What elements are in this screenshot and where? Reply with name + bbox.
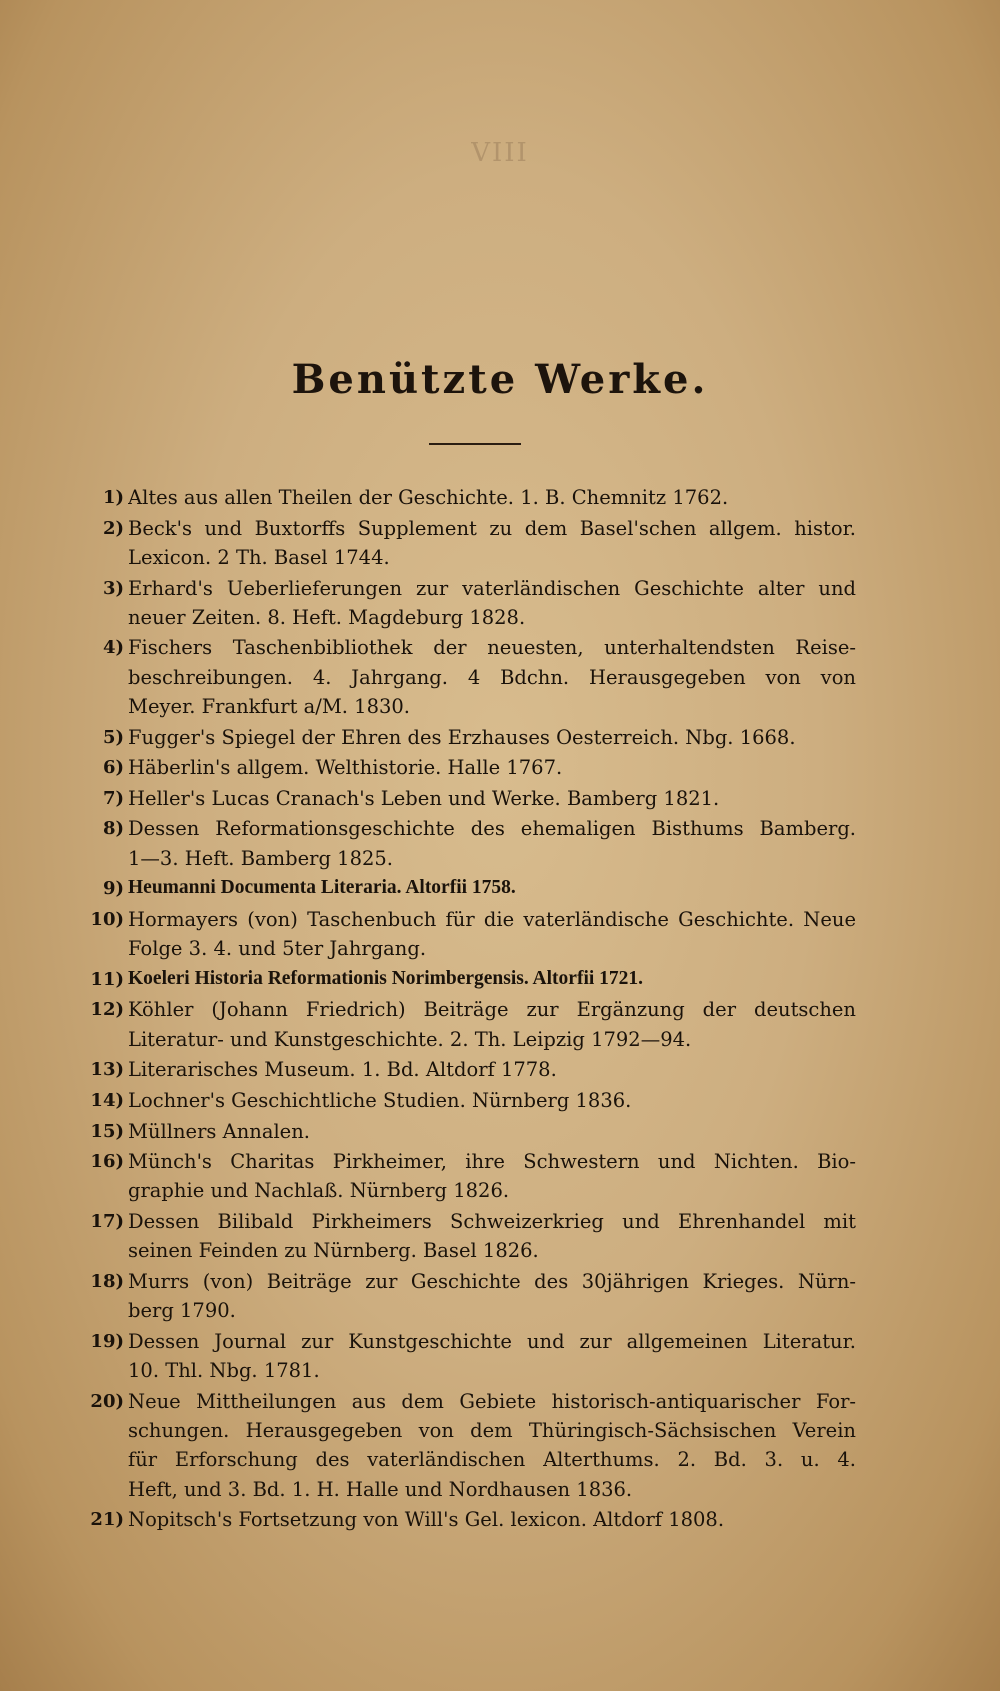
entry-text-line: Heller's Lucas Cranach's Leben und Werke. Bamberg 1821. xyxy=(128,786,720,810)
bibliography-entry xyxy=(0,908,1000,967)
entry-text-line: Meyer. Frankfurt a/M. 1830. xyxy=(128,694,411,718)
entry-number: 7) xyxy=(102,787,124,809)
entry-text-line: Beck's und Buxtorffs Supplement zu dem Basel'schen allgem. histor. xyxy=(128,516,856,540)
entry-number: 15) xyxy=(90,1120,124,1142)
entry-text-line: graphie und Nachlaß. Nürnberg 1826. xyxy=(128,1179,510,1203)
entry-number: 4) xyxy=(102,637,124,659)
entry-text-line: Münch's Charitas Pirkheimer, ihre Schwestern und Nichten. Bio- xyxy=(128,1150,856,1174)
entry-number: 9) xyxy=(102,878,124,900)
bibliography-entry xyxy=(0,1120,1000,1149)
entry-text-line: Folge 3. 4. und 5ter Jahrgang. xyxy=(128,937,427,961)
entry-number: 18) xyxy=(90,1270,124,1292)
entry-text-line: Murrs (von) Beiträge zur Geschichte des 30jährigen Krieges. Nürn- xyxy=(128,1269,856,1293)
entry-text-line: Hormayers (von) Taschenbuch für die vaterländische Geschichte. Neue xyxy=(128,907,856,931)
entry-text-line: schungen. Herausgegeben von dem Thüringisch-Sächsischen Verein xyxy=(128,1418,856,1442)
entry-number: 12) xyxy=(90,999,124,1021)
entry-text-line: neuer Zeiten. 8. Heft. Magdeburg 1828. xyxy=(128,605,526,629)
entry-number: 5) xyxy=(102,726,124,748)
bibliography-entry xyxy=(0,1270,1000,1329)
entry-number: 10) xyxy=(90,908,124,930)
entry-text-line: Lexicon. 2 Th. Basel 1744. xyxy=(128,545,390,569)
entry-text-line: Dessen Bilibald Pirkheimers Schweizerkrieg und Ehrenhandel mit xyxy=(128,1210,856,1233)
bibliography-entry xyxy=(0,1089,1000,1118)
bibliography-entry xyxy=(0,1390,1000,1507)
entry-text-line: Heumanni Documenta Literaria. Altorfii 1758. xyxy=(128,877,516,899)
bibliography-entry xyxy=(0,877,1000,906)
entry-text-line: Erhard's Ueberlieferungen zur vaterländischen Geschichte alter und xyxy=(128,576,856,600)
entry-number: 11) xyxy=(90,968,124,990)
bibliography-entry xyxy=(0,486,1000,515)
bibliography-entry xyxy=(0,998,1000,1057)
entry-number: 19) xyxy=(90,1330,124,1352)
bibliography-entry xyxy=(0,968,1000,997)
bibliography-entry xyxy=(0,1508,1000,1537)
entry-number: 1) xyxy=(102,487,124,508)
entry-number: 13) xyxy=(90,1059,124,1081)
entry-text-line: Heft, und 3. Bd. 1. H. Halle und Nordhausen 1836. xyxy=(128,1477,633,1501)
entry-number: 16) xyxy=(90,1151,124,1173)
entry-text-line: Lochner's Geschichtliche Studien. Nürnberg 1836. xyxy=(128,1088,632,1112)
bibliography-entry xyxy=(0,1058,1000,1087)
entry-number: 17) xyxy=(90,1211,124,1232)
entry-text-line: für Erforschung des vaterländischen Alterthums. 2. Bd. 3. u. 4. xyxy=(128,1448,856,1472)
title-rule xyxy=(429,443,521,445)
entry-number: 2) xyxy=(102,517,124,539)
bibliography-entry xyxy=(0,726,1000,755)
entry-text-line: berg 1790. xyxy=(128,1299,236,1323)
entry-text-line: seinen Feinden zu Nürnberg. Basel 1826. xyxy=(128,1239,539,1263)
page-title: Benützte Werke. xyxy=(291,356,709,403)
entry-text-line: Fugger's Spiegel der Ehren des Erzhauses Oesterreich. Nbg. 1668. xyxy=(128,725,796,749)
entry-text-line: Neue Mittheilungen aus dem Gebiete historisch-antiquarischer For- xyxy=(128,1389,856,1413)
bibliography-entry xyxy=(0,636,1000,724)
entry-text-line: Koeleri Historia Reformationis Norimbergensis. Altorfii 1721. xyxy=(128,967,644,989)
bibliography-entry xyxy=(0,517,1000,576)
entry-text-line: 1—3. Heft. Bamberg 1825. xyxy=(128,846,394,870)
entry-number: 8) xyxy=(102,818,124,840)
bibliography-entry xyxy=(0,577,1000,636)
entry-number: 20) xyxy=(90,1390,124,1412)
bibliography-entry xyxy=(0,1150,1000,1209)
entry-number: 3) xyxy=(102,577,124,599)
entry-text-line: Dessen Journal zur Kunstgeschichte und zur allgemeinen Literatur. xyxy=(128,1329,856,1353)
entry-text-line: Fischers Taschenbibliothek der neuesten, unterhaltendsten Reise- xyxy=(128,636,856,660)
entry-number: 21) xyxy=(90,1509,124,1531)
entry-text-line: Altes aus allen Theilen der Geschichte. 1. B. Chemnitz 1762. xyxy=(128,486,729,509)
entry-text-line: Müllners Annalen. xyxy=(128,1119,310,1143)
entry-text-line: 10. Thl. Nbg. 1781. xyxy=(128,1359,320,1383)
page-number: VIII xyxy=(471,138,529,168)
entry-text-line: Dessen Reformationsgeschichte des ehemaligen Bisthums Bamberg. xyxy=(128,817,856,841)
bibliography-entry xyxy=(0,817,1000,876)
bibliography-entry xyxy=(0,1330,1000,1389)
entry-text-line: Nopitsch's Fortsetzung von Will's Gel. lexicon. Altdorf 1808. xyxy=(128,1508,725,1532)
bibliography-entry xyxy=(0,756,1000,785)
bibliography-entry xyxy=(0,787,1000,816)
entry-number: 6) xyxy=(102,757,124,779)
entry-number: 14) xyxy=(90,1089,124,1111)
entry-text-line: Literatur- und Kunstgeschichte. 2. Th. Leipzig 1792—94. xyxy=(128,1027,692,1051)
bibliography-entry xyxy=(0,1210,1000,1269)
entry-text-line: Literarisches Museum. 1. Bd. Altdorf 1778. xyxy=(128,1058,557,1082)
entry-text-line: beschreibungen. 4. Jahrgang. 4 Bdchn. Herausgegeben von von xyxy=(128,665,856,689)
entry-text-line: Häberlin's allgem. Welthistorie. Halle 1767. xyxy=(128,756,563,780)
entry-text-line: Köhler (Johann Friedrich) Beiträge zur Ergänzung der deutschen xyxy=(128,998,856,1022)
